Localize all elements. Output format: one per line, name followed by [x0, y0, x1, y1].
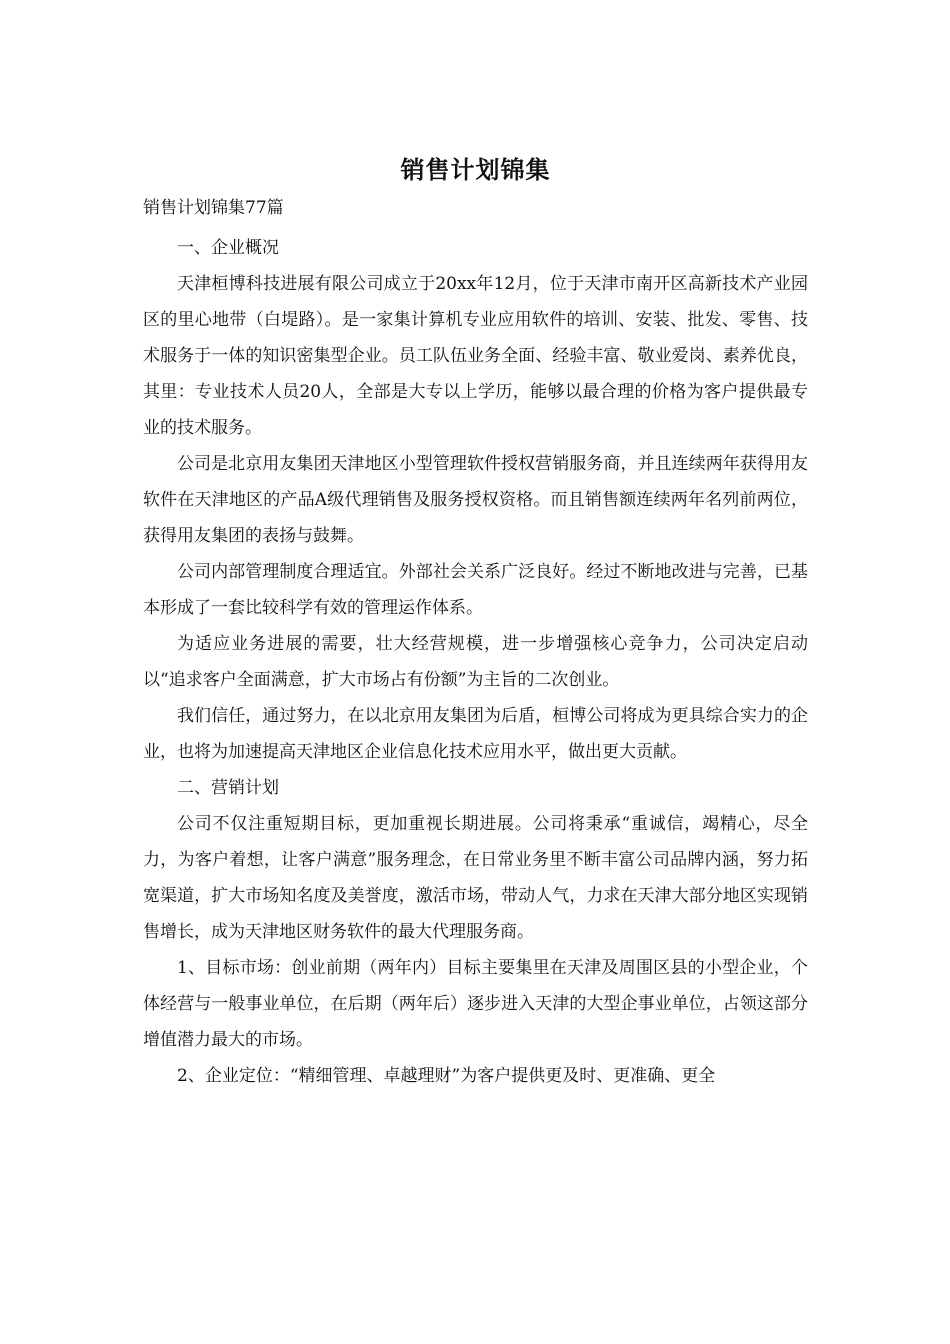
section-heading: 一、企业概况	[177, 238, 279, 258]
paragraph: 1、目标市场：创业前期（两年内）目标主要集里在天津及周围区县的小型企业，个体经营与一般事业单位，在后期（两年后）逐步进入天津的大型企事业单位，占领这部分增值潜力最大的市场。	[143, 958, 808, 1050]
document-subtitle: 销售计划锦集77篇	[143, 198, 284, 218]
paragraph: 我们信任，通过努力，在以北京用友集团为后盾，桓博公司将成为更具综合实力的企业，也将为加速提高天津地区企业信息化技术应用水平，做出更大贡献。	[143, 706, 808, 762]
document-title: 销售计划锦集	[400, 155, 551, 184]
paragraph: 天津桓博科技进展有限公司成立于20xx年12月，位于天津市南开区高新技术产业园区的里心地带（白堤路）。是一家集计算机专业应用软件的培训、安装、批发、零售、技术服务于一体的知识密集型企业。员工队伍业务全面、经验丰富、敬业爱岗、素养优良，其里：专业技术人员20人，全部是大专以上学历，能够以最合理的价格为客户提供最专业的技术服务。	[143, 274, 808, 438]
document-page	[143, 150, 808, 1094]
paragraph: 2、企业定位：“精细管理、卓越理财”为客户提供更及时、更准确、更全	[177, 1066, 716, 1086]
section-heading: 二、营销计划	[177, 778, 279, 798]
paragraph: 为适应业务进展的需要，壮大经营规模，进一步增强核心竞争力，公司决定启动以“追求客户全面满意，扩大市场占有份额”为主旨的二次创业。	[143, 634, 808, 690]
paragraph: 公司不仅注重短期目标，更加重视长期进展。公司将秉承“重诚信，竭精心，尽全力，为客户着想，让客户满意”服务理念，在日常业务里不断丰富公司品牌内涵，努力拓宽渠道，扩大市场知名度及美誉度，激活市场，带动人气，力求在天津大部分地区实现销售增长，成为天津地区财务软件的最大代理服务商。	[143, 814, 808, 942]
paragraph: 公司内部管理制度合理适宜。外部社会关系广泛良好。经过不断地改进与完善，已基本形成了一套比较科学有效的管理运作体系。	[143, 562, 808, 618]
paragraph: 公司是北京用友集团天津地区小型管理软件授权营销服务商，并且连续两年获得用友软件在天津地区的产品A级代理销售及服务授权资格。而且销售额连续两年名列前两位，获得用友集团的表扬与鼓舞。	[143, 454, 808, 546]
